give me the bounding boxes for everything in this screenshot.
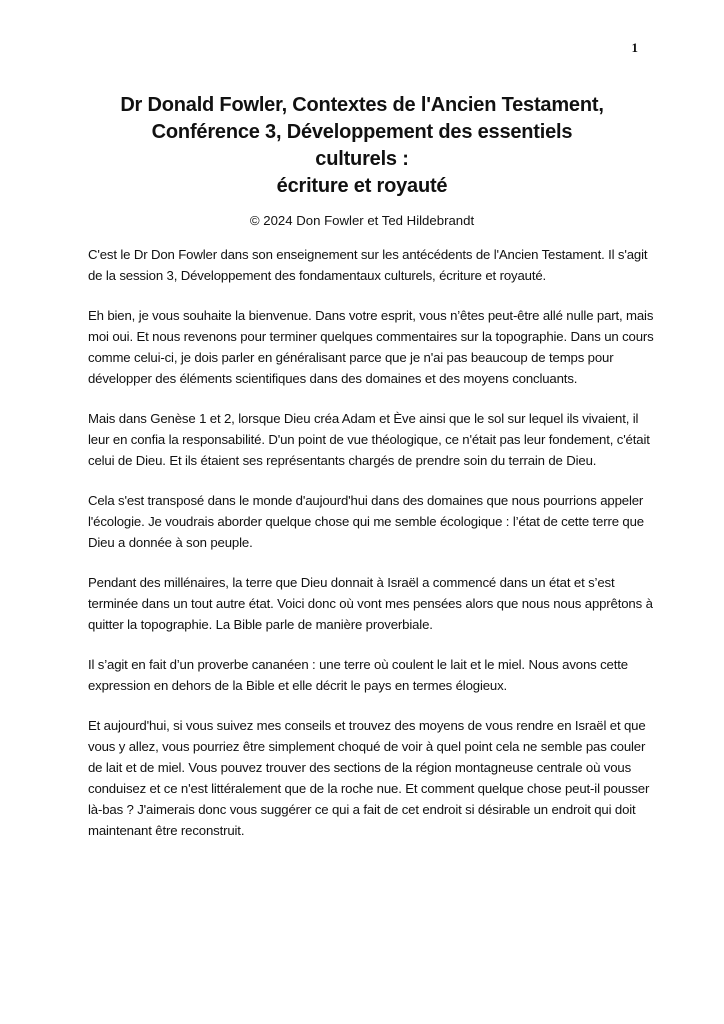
paragraph-2: Eh bien, je vous souhaite la bienvenue. Dans votre esprit, vous n’êtes peut-être allé nulle part, mais moi oui. Et nous revenons pour terminer quelques commentaires sur la topographie. Dans un cours comme celui-ci, je dois parler en généralisant parce que je n'ai pas beaucoup de temps pour développer des éléments scientifiques dans des domaines et des moyens concluants. xyxy=(88,308,654,386)
paragraph-1: C'est le Dr Don Fowler dans son enseignement sur les antécédents de l'Ancien Testament. Il s'agit de la session 3, Développement des fondamentaux culturels, écriture et royauté. xyxy=(88,247,648,283)
body-text xyxy=(88,244,654,860)
title-line-2: Conférence 3, Développement des essentiels xyxy=(151,121,573,143)
paragraph-6: Il s’agit en fait d’un proverbe cananéen : une terre où coulent le lait et le miel. Nous avons cette expression en dehors de la Bible et elle décrit le pays en termes élogieux. xyxy=(88,657,628,693)
title-line-3: culturels : xyxy=(315,148,409,170)
copyright-notice: © 2024 Don Fowler et Ted Hildebrandt xyxy=(249,213,475,228)
paragraph-4: Cela s'est transposé dans le monde d'aujourd'hui dans des domaines que nous pourrions appeler l'écologie. Je voudrais aborder quelque chose qui me semble écologique : l’état de cette terre que Dieu a donnée à son peuple. xyxy=(88,493,644,550)
document-title xyxy=(60,92,664,200)
paragraph-3: Mais dans Genèse 1 et 2, lorsque Dieu créa Adam et Ève ainsi que le sol sur lequel ils vivaient, il leur en confia la responsabilité. D'un point de vue théologique, ce n'était pas leur fondement, c'était celui de Dieu. Et ils étaient ses représentants chargés de prendre soin du terrain de Dieu. xyxy=(88,411,650,468)
page-number: 1 xyxy=(631,40,638,55)
title-line-1: Dr Donald Fowler, Contextes de l'Ancien Testament, xyxy=(120,94,604,116)
title-line-4: écriture et royauté xyxy=(276,175,448,197)
paragraph-5: Pendant des millénaires, la terre que Dieu donnait à Israël a commencé dans un état et s’est terminée dans un tout autre état. Voici donc où vont mes pensées alors que nous nous apprêtons à quitter la topographie. La Bible parle de manière proverbiale. xyxy=(88,575,653,632)
paragraph-7: Et aujourd'hui, si vous suivez mes conseils et trouvez des moyens de vous rendre en Israël et que vous y allez, vous pourriez être simplement choqué de voir à quel point cela ne semble pas couler de lait et de miel. Vous pouvez trouver des sections de la région montagneuse centrale où vous conduisez et ce n'est littéralement que de la roche nue. Et comment quelque chose peut-il pousser là-bas ? J'aimerais donc vous suggérer ce qui a fait de cet endroit si désirable un endroit qui doit maintenant être reconstruit. xyxy=(88,718,650,838)
